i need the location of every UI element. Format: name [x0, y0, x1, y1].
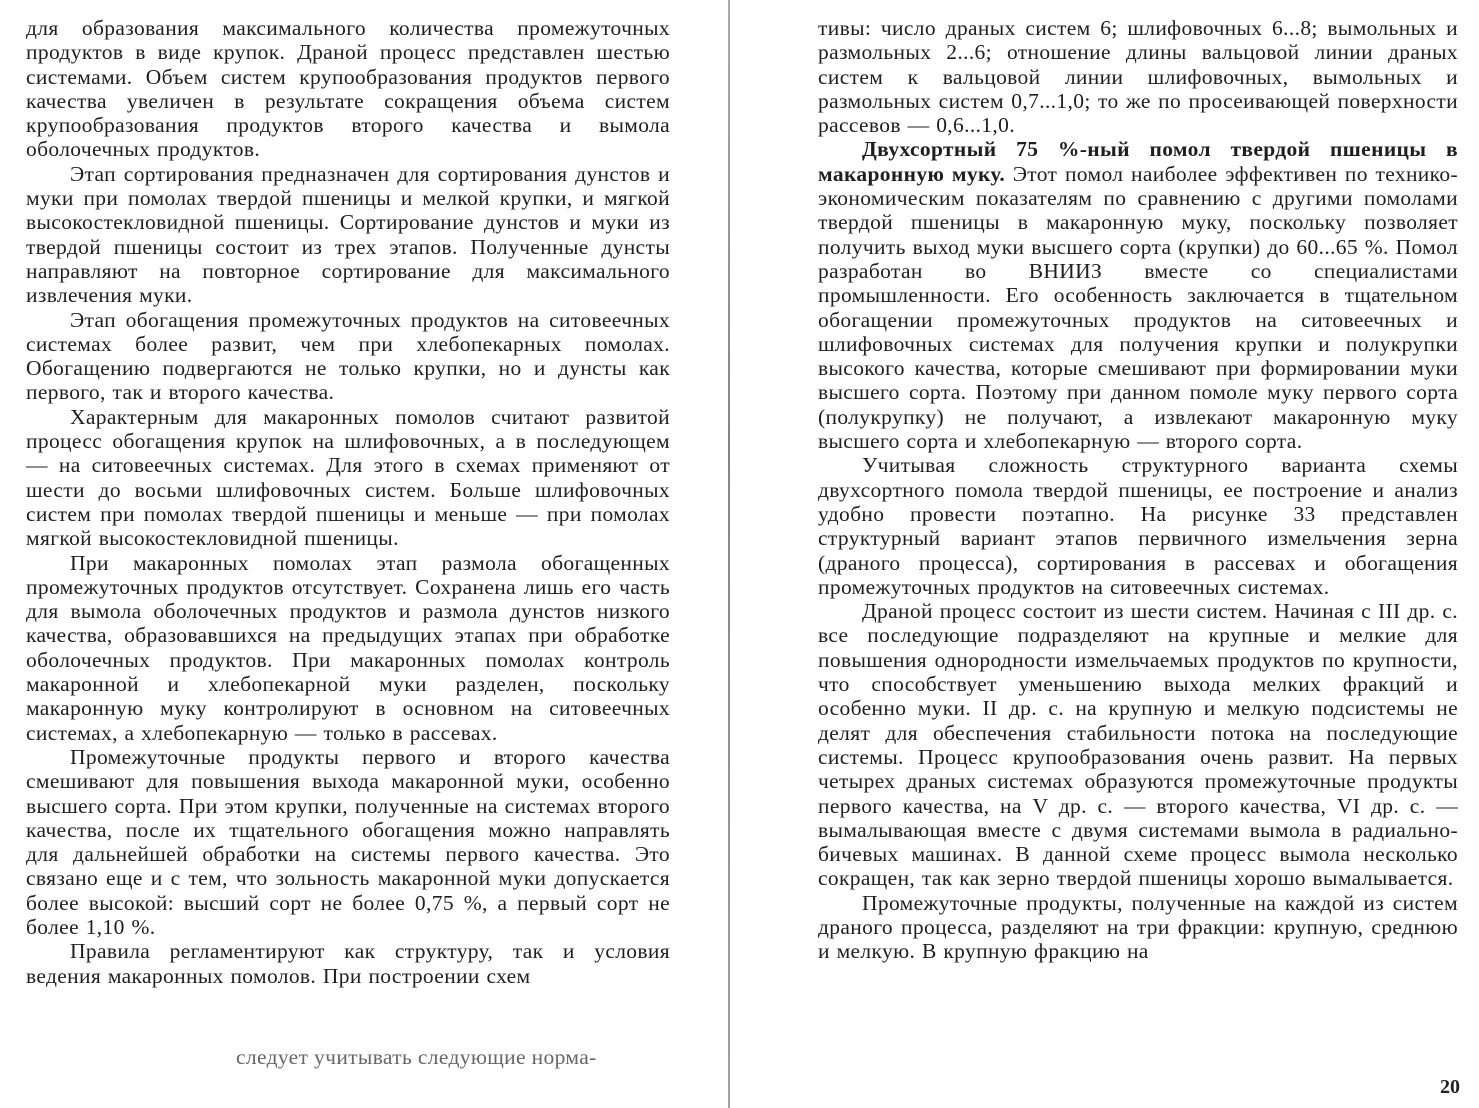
right-page — [818, 16, 1458, 964]
paragraph: Характерным для макаронных помолов считают развитой процесс обогащения крупок на шлифовочных, а в последующем — на ситовеечных системах. Для этого в схемах применяют от шести до восьми шлифовочных систем. Больше шлифовочных систем при помолах твердой пшеницы и меньше — при помолах мягкой высокостекловидной пшеницы. — [26, 404, 670, 551]
paragraph: При макаронных помолах этап размола обогащенных промежуточных продуктов отсутствует. Сохранена лишь его часть для вымола оболочечных продуктов и размола дунстов низкого качества, образовавшихся на предыдущих этапах при обработке оболочечных продуктов. При макаронных помолах контроль макаронной и хлебопекарной муки разделен, поскольку макаронную муку контролируют в основном на ситовеечных системах, а хлебопекарную — только в рассевах. — [26, 550, 670, 745]
paragraph: Драной процесс состоит из шести систем. Начиная с III др. с. все последующие подразделяют на крупные и мелкие для повышения однородности измельчаемых продуктов по крупности, что способствует уменьшению выхода мелких фракций и особенно муки. II др. с. на крупную и мелкую подсистемы не делят для обеспечения стабильности потока на последующие системы. Процесс крупообразования очень развит. На первых четырех драных системах образуются промежуточные продукты первого качества, на V др. с. — второго качества, VI др. с. — вымалывающая вместе с двумя системами вымола в радиально-бичевых машинах. В данной схеме процесс вымола несколько сокращен, так как зерно твердой пшеницы хорошо вымалывается. — [818, 599, 1458, 891]
paragraph: Этап обогащения промежуточных продуктов на ситовеечных системах более развит, чем при хлебопекарных помолах. Обогащению подвергаются не только крупки, но и дунсты как первого, так и второго качества. — [26, 307, 670, 405]
paragraph: Правила регламентируют как структуру, так и условия ведения макаронных помолов. При построении схем — [26, 939, 670, 988]
faded-line: следует учитывать следующие норма- — [236, 1045, 597, 1069]
paragraph-text: Этот помол наиболее эффективен по технико-экономическим показателям по сравнению с другими помолами твердой пшеницы в макаронную муку, поскольку позволяет получить выход муки высшего сорта (крупки) до 60...65 %. Помол разработан во ВНИИЗ вместе со специалистами промышленности. Его особенность заключается в тщательном обогащении промежуточных продуктов на ситовеечных и шлифовочных системах для получения крупки и полукрупки высокого качества, которые смешивают при формировании муки высшего сорта. Поэтому при данном помоле муку первого сорта (полукрупку) не получают, а извлекают макаронную муку высшего сорта и хлебопекарную — второго сорта. — [818, 161, 1458, 454]
paragraph: для образования максимального количества промежуточных продуктов в виде крупок. Драной процесс представлен шестью системами. Объем систем крупообразования продуктов первого качества увеличен в результате сокращения объема систем крупообразования продуктов второго качества и вымола оболочечных продуктов. — [26, 16, 670, 162]
paragraph: Промежуточные продукты, полученные на каждой из систем драного процесса, разделяют на три фракции: крупную, среднюю и мелкую. В крупную фракцию на — [818, 890, 1458, 964]
left-page — [26, 16, 670, 988]
page-number: 20 — [1440, 1076, 1460, 1098]
paragraph: тивы: число драных систем 6; шлифовочных 6...8; вымольных и размольных 2...6; отношение длины вальцовой линии драных систем к вальцовой линии шлифовочных, вымольных и размольных систем 0,7...1,0; то же по просеивающей поверхности рассевов — 0,6...1,0. — [818, 16, 1458, 138]
page-gutter — [728, 0, 730, 1108]
paragraph: Промежуточные продукты первого и второго качества смешивают для повышения выхода макаронной муки, особенно высшего сорта. При этом крупки, полученные на системах второго качества, после их тщательного обогащения можно направлять для дальнейшей обработки на системы первого качества. Это связано еще и с тем, что зольность макаронной муки допускается более высокой: высший сорт не более 0,75 %, а первый сорт не более 1,10 %. — [26, 744, 670, 939]
paragraph: Учитывая сложность структурного варианта схемы двухсортного помола твердой пшеницы, ее построение и анализ удобно провести поэтапно. На рисунке 33 представлен структурный вариант этапов первичного измельчения зерна (драного процесса), сортирования в рассевах и обогащения промежуточных продуктов на ситовеечных системах. — [818, 453, 1458, 599]
paragraph: Этап сортирования предназначен для сортирования дунстов и муки при помолах твердой пшеницы и мелкой крупки, и мягкой высокостекловидной пшеницы. Сортирование дунстов и муки из твердой пшеницы состоит из трех этапов. Полученные дунсты направляют на повторное сортирование для максимального извлечения муки. — [26, 161, 670, 308]
paragraph — [818, 137, 1458, 453]
section-heading: Двухсортный 75 %-ный помол твердой пшеницы в макаронную муку. — [818, 137, 1458, 186]
